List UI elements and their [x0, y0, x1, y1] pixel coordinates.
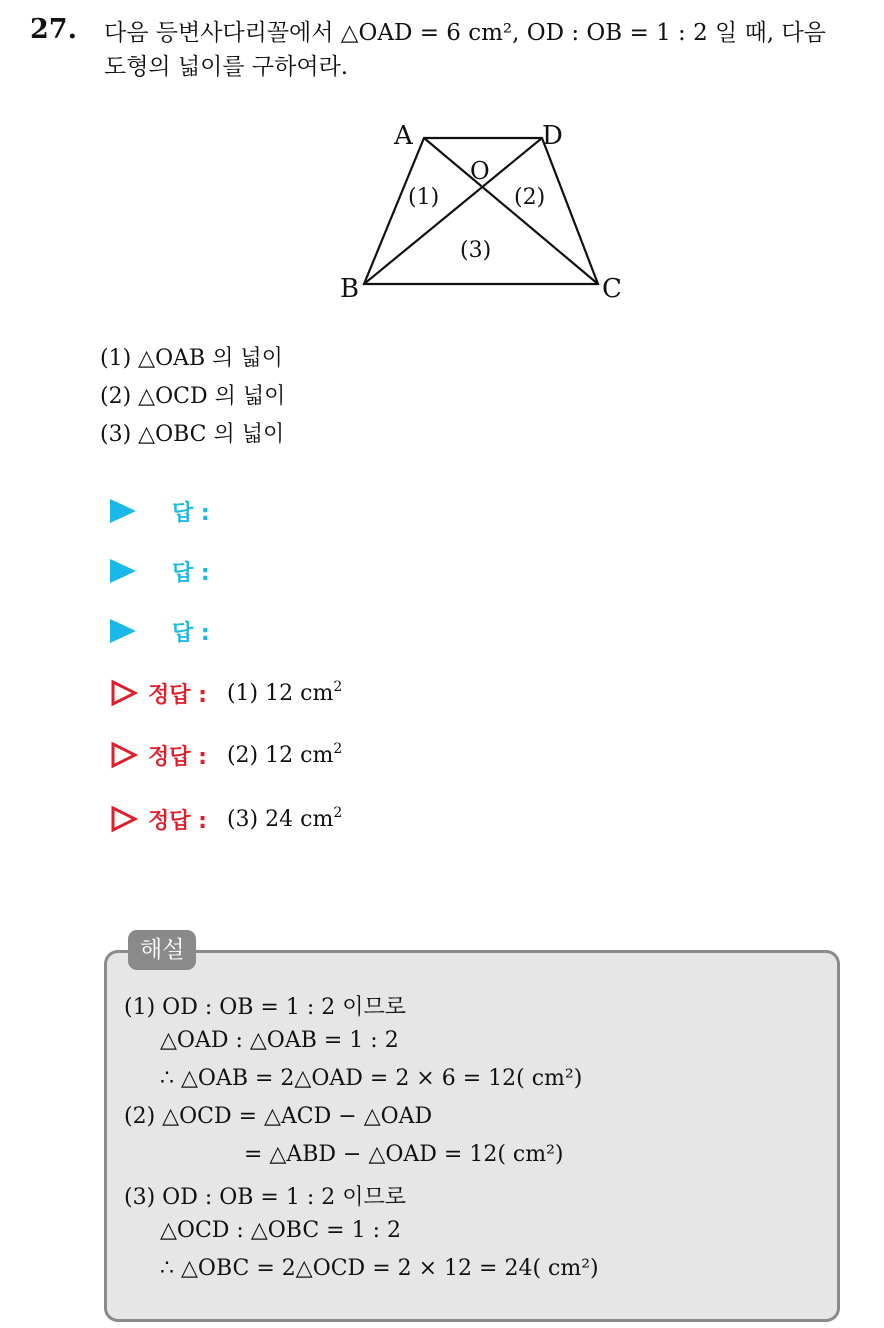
- answer-key-value: (2) 12 $cm^2$: [226, 740, 343, 768]
- problem-number: 27.: [30, 14, 77, 45]
- outline-arrow-icon: [110, 679, 138, 707]
- answer-key-label: 정답 :: [148, 744, 207, 770]
- answer-label: 답 :: [172, 560, 210, 586]
- answer-row-3: [110, 616, 210, 646]
- answer-key-row-2: [110, 738, 342, 772]
- answer-row-2: [110, 556, 210, 586]
- answer-key-label: 정답 :: [148, 808, 207, 834]
- diagonal-db: [364, 138, 542, 284]
- solution-line-7: △OCD : △OBC = 1 : 2: [160, 1218, 402, 1243]
- solution-line-2: △OAD : △OAB = 1 : 2: [160, 1028, 399, 1053]
- play-arrow-icon: [110, 559, 136, 583]
- answer-key-row-1: [110, 676, 342, 710]
- region-1: (1): [408, 185, 440, 210]
- label-c: C: [602, 274, 622, 304]
- solution-line-3: ∴ △OAB = 2△OAD = 2 × 6 = 12( cm²): [160, 1066, 583, 1091]
- subquestion-3: (3) △OBC 의 넓이: [100, 422, 285, 447]
- play-arrow-icon: [110, 619, 136, 643]
- trapezoid-figure: [330, 112, 630, 308]
- answer-label: 답 :: [172, 620, 210, 646]
- answer-label: 답 :: [172, 500, 210, 526]
- region-3: (3): [460, 238, 492, 263]
- solution-line-6: (3) OD : OB = 1 : 2 이므로: [124, 1185, 406, 1210]
- label-d: D: [542, 121, 563, 151]
- solution-line-4: (2) △OCD = △ACD − △OAD: [124, 1104, 433, 1129]
- solution-line-1: (1) OD : OB = 1 : 2 이므로: [124, 995, 406, 1020]
- answer-key-row-3: [110, 802, 342, 836]
- outline-arrow-icon: [110, 805, 138, 833]
- solution-tag: 해설: [128, 930, 196, 970]
- subquestion-list: [100, 340, 285, 454]
- solution-line-5: = △ABD − △OAD = 12( cm²): [244, 1142, 564, 1167]
- question-text: [104, 16, 872, 84]
- answer-key-value: (3) 24 $cm^2$: [226, 804, 343, 832]
- label-b: B: [340, 274, 360, 304]
- outline-arrow-icon: [110, 741, 138, 769]
- subquestion-1: (1) △OAB 의 넓이: [100, 346, 283, 371]
- play-arrow-icon: [110, 499, 136, 523]
- answer-key-label: 정답 :: [148, 682, 207, 708]
- label-o: O: [470, 157, 490, 185]
- region-2: (2): [514, 185, 546, 210]
- answer-row-1: [110, 496, 210, 526]
- answer-key-value: (1) 12 $cm^2$: [226, 678, 343, 706]
- diagonal-ac: [424, 138, 598, 284]
- label-a: A: [394, 121, 413, 151]
- solution-line-8: ∴ △OBC = 2△OCD = 2 × 12 = 24( cm²): [160, 1256, 599, 1281]
- question-line-2: 도형의 넓이를 구하여라.: [104, 54, 349, 80]
- question-line-1: 다음 등변사다리꼴에서 △OAD = 6 cm², OD : OB = 1 : 2 일 때, 다음: [104, 20, 826, 46]
- subquestion-2: (2) △OCD 의 넓이: [100, 384, 286, 409]
